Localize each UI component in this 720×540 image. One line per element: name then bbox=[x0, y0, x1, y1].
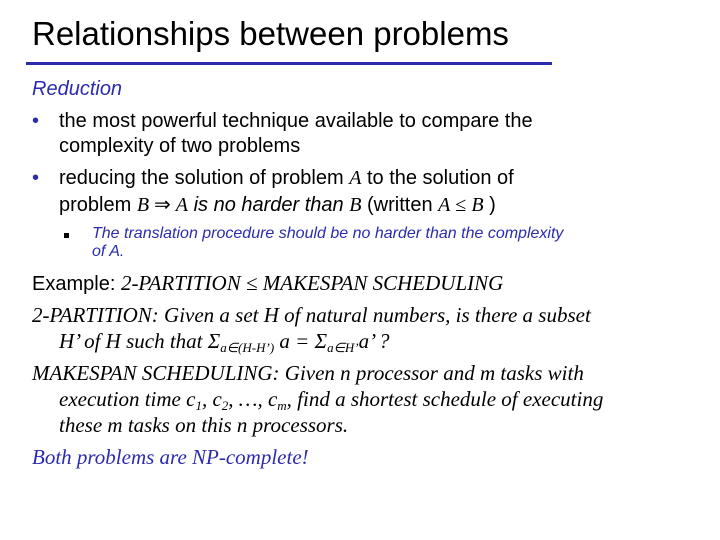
text-span: reducing the solution of problem bbox=[59, 167, 350, 189]
slide-title: Relationships between problems bbox=[32, 15, 509, 52]
sub-bullet-line-1: The translation procedure should be no harder than the complexity bbox=[92, 225, 564, 242]
example-label: Example: bbox=[32, 273, 121, 295]
text-span: , find a shortest schedule of executing bbox=[286, 387, 604, 411]
text-span: execution time c bbox=[59, 387, 196, 411]
math-var: A bbox=[175, 194, 189, 216]
text-span: is no harder than bbox=[188, 194, 350, 216]
math-var: A bbox=[438, 194, 451, 216]
text-span: (written bbox=[361, 194, 439, 216]
text-span: , …, c bbox=[228, 387, 278, 411]
text-span: problem bbox=[59, 194, 137, 216]
title-underline bbox=[26, 62, 552, 65]
text-span: a = Σ bbox=[274, 329, 328, 353]
text-span: a’ ? bbox=[358, 329, 390, 353]
text-span: , c bbox=[201, 387, 222, 411]
math-var: B bbox=[471, 194, 484, 216]
text-span: ) bbox=[483, 194, 496, 216]
subscript: 2 bbox=[221, 398, 229, 413]
partition-line-1: 2-PARTITION: Given a set H of natural numbers, is there a subset bbox=[32, 303, 591, 327]
section-heading: Reduction bbox=[32, 78, 123, 100]
subscript: a∈H’ bbox=[327, 340, 359, 355]
makespan-line-2 bbox=[59, 386, 603, 412]
bullet-1-line-1: the most powerful technique available to compare the bbox=[59, 110, 533, 132]
bullet-1-line-2: complexity of two problems bbox=[59, 135, 301, 157]
sub-bullet-marker bbox=[64, 233, 69, 238]
conclusion: Both problems are NP-complete! bbox=[32, 445, 309, 469]
makespan-line-1: MAKESPAN SCHEDULING: Given n processor and m tasks with bbox=[32, 361, 584, 385]
subscript: a∈(H-H’) bbox=[220, 340, 275, 355]
math-var: A bbox=[349, 167, 362, 189]
bullet-2-line-1 bbox=[59, 166, 514, 190]
text-span: to the solution of bbox=[361, 167, 514, 189]
math-symbol: ≤ bbox=[450, 194, 472, 216]
bullet-marker: • bbox=[32, 167, 40, 189]
bullet-2-line-2 bbox=[59, 193, 496, 217]
example-text: 2-PARTITION ≤ MAKESPAN SCHEDULING bbox=[120, 271, 504, 295]
math-var: B bbox=[349, 194, 362, 216]
partition-line-2 bbox=[59, 328, 390, 354]
subscript: m bbox=[277, 398, 287, 413]
math-var: B bbox=[136, 194, 150, 216]
makespan-line-3: these m tasks on this n processors. bbox=[59, 413, 349, 437]
math-symbol: ⇒ bbox=[149, 194, 176, 216]
subscript: 1 bbox=[195, 398, 202, 413]
bullet-marker: • bbox=[32, 110, 40, 132]
sub-bullet-line-2: of A. bbox=[92, 243, 125, 260]
text-span: H’ of H such that Σ bbox=[59, 329, 221, 353]
example-line bbox=[32, 270, 503, 297]
